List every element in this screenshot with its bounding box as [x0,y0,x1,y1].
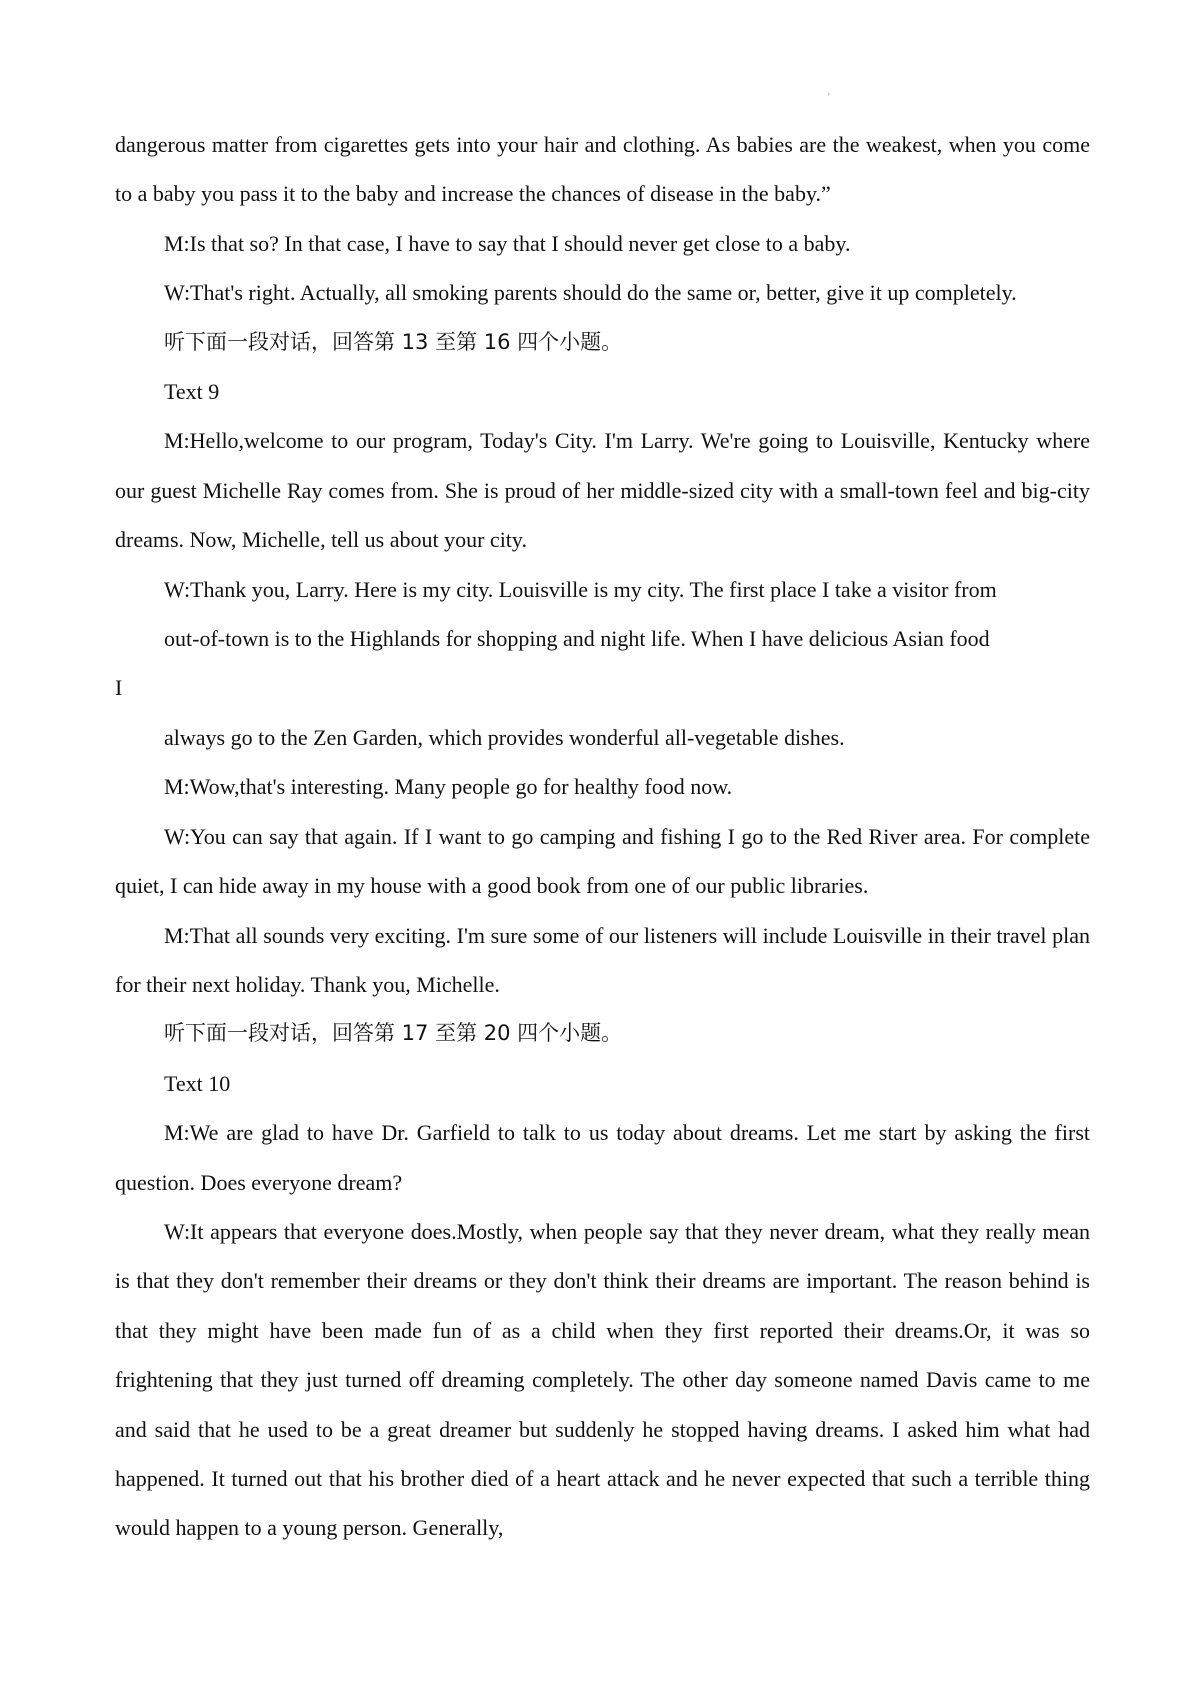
paragraph-m-baby: M:Is that so? In that case, I have to say that I should never get close to a baby. [164,230,851,256]
paragraph-m-welcome: M:Hello,welcome to our program, Today's City. I'm Larry. We're going to Louisville, Kentucky where our guest Michelle Ray comes from. She is proud of her middle-sized city with a small-town feel and big-city dreams. Now, Michelle, tell us about your city. [115,428,1090,553]
heading-text-10: Text 10 [164,1070,231,1096]
paragraph-m-exciting: M:That all sounds very exciting. I'm sure some of our listeners will include Louisville in their travel plan for their next holiday. Thank you, Michelle. [115,922,1090,997]
page-mark: ' [828,92,830,103]
paragraph-w-louisville: W:Thank you, Larry. Here is my city. Louisville is my city. The first place I take a visitor from [164,576,997,602]
paragraph-smoking-continued: dangerous matter from cigarettes gets into your hair and clothing. As babies are the weakest, when you come to a baby you pass it to the baby and increase the chances of disease in the baby.” [115,132,1090,207]
paragraph-m-healthy-food: M:Wow,that's interesting. Many people go for healthy food now. [164,774,733,800]
paragraph-w-i: I [115,675,123,701]
instruction-13-16: 听下面一段对话，回答第 13 至第 16 四个小题。 [164,329,623,354]
paragraph-w-everyone-dreams: W:It appears that everyone does.Mostly, when people say that they never dream, what they really mean is that they don't remember their dreams or they don't think their dreams are important. The reason behind is that they might have been made fun of as a child when they first reported their dreams.Or, it was so frightening that they just turned off dreaming completely. The other day someone named Davis came to me and said that he used to be a great dreamer but suddenly he stopped having dreams. I asked him what had happened. It turned out that his brother died of a heart attack and he never expected that such a terrible thing would happen to a young person. Generally, [115,1218,1090,1541]
paragraph-w-zen-garden: always go to the Zen Garden, which provides wonderful all-vegetable dishes. [164,724,845,750]
paragraph-w-smoking-parents: W:That's right. Actually, all smoking parents should do the same or, better, give it up completely. [164,280,1017,306]
paragraph-w-red-river: W:You can say that again. If I want to go camping and fishing I go to the Red River area. For complete quiet, I can hide away in my house with a good book from one of our public libraries. [115,823,1090,899]
paragraph-m-dreams: M:We are glad to have Dr. Garfield to talk to us today about dreams. Let me start by asking the first question. Does everyone dream? [115,1120,1090,1195]
heading-text-9: Text 9 [164,379,220,405]
instruction-17-20: 听下面一段对话，回答第 17 至第 20 四个小题。 [164,1021,623,1046]
paragraph-w-highlands: out-of-town is to the Highlands for shopping and night life. When I have delicious Asian food [164,626,990,652]
